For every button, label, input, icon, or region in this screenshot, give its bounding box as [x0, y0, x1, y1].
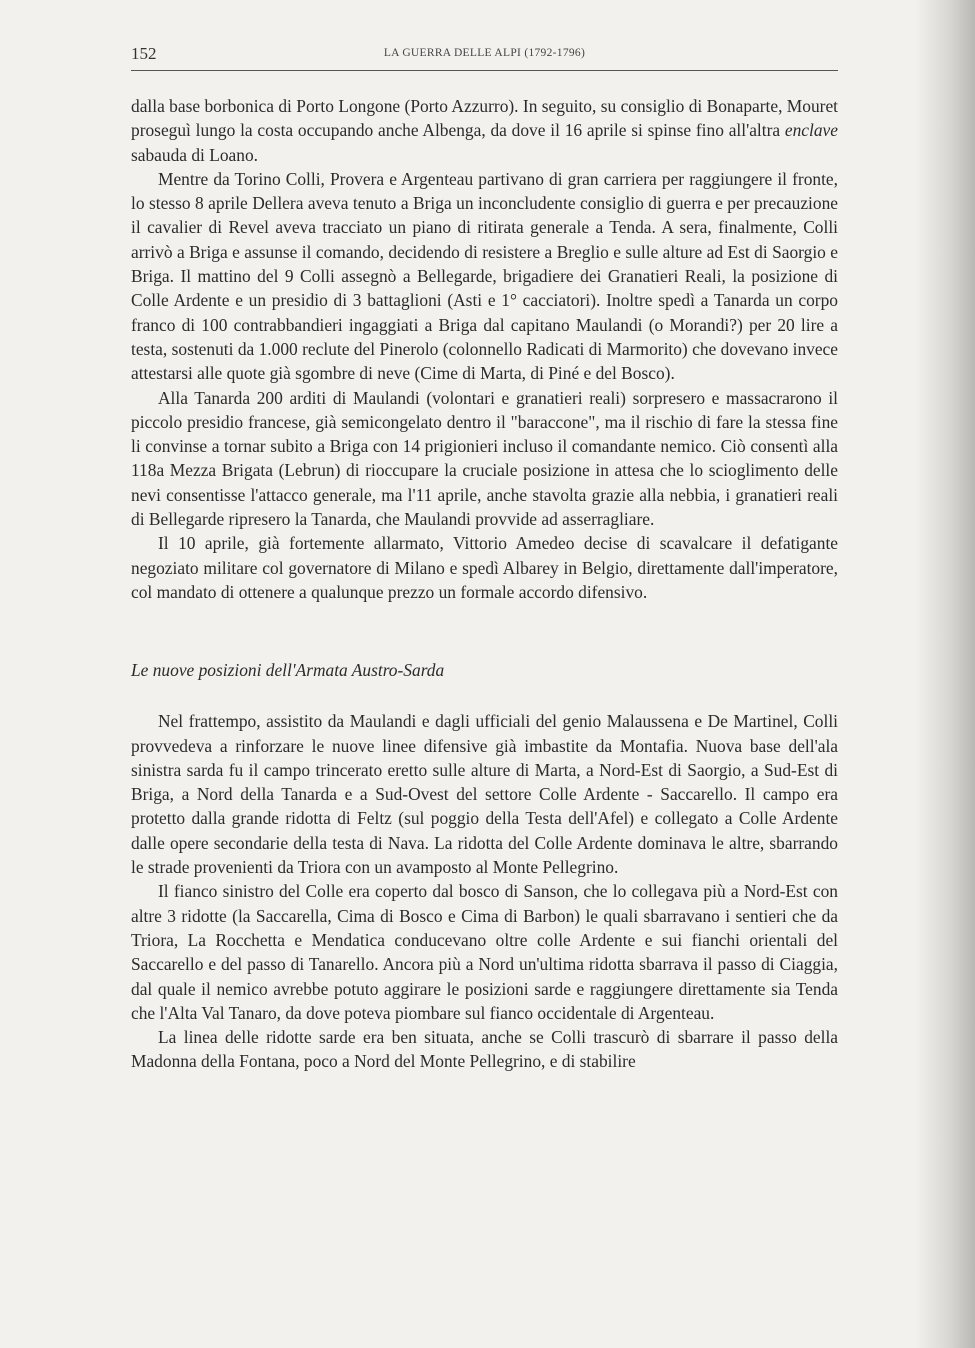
header-rule: [131, 70, 838, 71]
paragraph: Il fianco sinistro del Colle era coperto dal bosco di Sanson, che lo collegava più a Nord-Est con altre 3 ridotte (la Saccarella, Cima di Bosco e Cima di Barbon) le quali sbarravano i sentieri che da Triora, La Rocchetta e Mendatica conducevano oltre colle Ardente e sui fianchi orientali del Saccarello e del passo di Tanarello. Ancora più a Nord un'ultima ridotta sbarrava il passo di Ciaggia, dal quale il nemico avrebbe potuto aggirare le posizioni sarde e raggiungere direttamente sia Tenda che l'Alta Val Tanaro, da dove poteva piombare sul fianco occidentale di Argenteau.: [131, 881, 838, 1023]
running-title: LA GUERRA DELLE ALPI (1792-1796): [383, 47, 586, 59]
paragraph: Il 10 aprile, già fortemente allarmato, Vittorio Amedeo decise di scavalcare il defatigante negoziato militare col governatore di Milano e spedì Albarey in Belgio, direttamente dall'imperatore, col mandato di ottenere a qualunque prezzo un formale accordo difensivo.: [131, 533, 838, 602]
paragraph-text: dalla base borbonica di Porto Longone (Porto Azzurro). In seguito, su consiglio di Bonaparte, Mouret proseguì lungo la costa occupando anche Albenga, da dove il 16 aprile si spinse fino all'altra: [131, 96, 838, 141]
paragraph: [131, 94, 838, 167]
paragraph: Alla Tanarda 200 arditi di Maulandi (volontari e granatieri reali) sorpresero e massacrarono il piccolo presidio francese, già semicongelato dentro il "baraccone", ma il rischio di fare la stessa fine li convinse a tornar subito a Briga con 14 prigionieri incluso il comandante nemico. Ciò consentì alla 118a Mezza Brigata (Lebrun) di rioccupare la cruciale posizione in attesa che lo scioglimento delle nevi consentisse l'attacco generale, ma l'11 aprile, anche stavolta grazie alla nebbia, i granatieri reali di Bellegarde ripresero la Tanarda, che Maulandi provvide ad asserragliare.: [131, 387, 838, 530]
section-heading: Le nuove posizioni dell'Armata Austro-Sarda: [131, 660, 445, 681]
running-head: [131, 44, 838, 68]
paragraph: Nel frattempo, assistito da Maulandi e dagli ufficiali del genio Malaussena e De Martinel, Colli provvedeva a rinforzare le nuove linee difensive già imbastite da Montafia. Nuova base dell'ala sinistra sarda fu il campo trincerato eretto sulle alture di Marta, a Nord-Est di Saorgio, a Sud-Est di Briga, a Nord della Tanarda e a Sud-Ovest del settore Colle Ardente - Saccarello. Il campo era protetto dalla grande ridotta di Feltz (sul poggio della Testa dell'Afel) e collegato a Colle Ardente dalle opere secondarie della testa di Nava. La ridotta del Colle Ardente dominava le altre, sbarrando le strade provenienti da Triora con un avamposto al Monte Pellegrino.: [131, 711, 838, 878]
page-binding-shadow: [915, 0, 975, 1348]
page-number: 152: [131, 44, 157, 63]
body-text: [131, 94, 838, 1074]
paragraph: Mentre da Torino Colli, Provera e Argenteau partivano di gran carriera per raggiungere il fronte, lo stesso 8 aprile Dellera aveva tenuto a Briga un inconcludente consiglio di guerra e per precauzione il cavalier di Revel aveva tracciato un piano di ritirata generale a Tenda. A sera, finalmente, Colli arrivò a Briga e assunse il comando, decidendo di resistere a Breglio e sulle alture ad Est di Saorgio e Briga. Il mattino del 9 Colli assegnò a Bellegarde, brigadiere dei Granatieri Reali, la posizione di Colle Ardente e un presidio di 3 battaglioni (Asti e 1° cacciatori). Inoltre spedì a Tanarda un corpo franco di 100 contrabbandieri ingaggiati a Briga dal capitano Maulandi (o Morandi?) per 20 lire a testa, sostenuti da 1.000 reclute del Pinerolo (colonnello Radicati di Marmorito) che dovevano invece attestarsi alle quote già sgombre di neve (Cime di Marta, di Piné e del Bosco).: [131, 168, 838, 384]
paragraph-text: sabauda di Loano.: [131, 144, 259, 165]
paragraph: La linea delle ridotte sarde era ben situata, anche se Colli trascurò di sbarrare il passo della Madonna della Fontana, poco a Nord del Monte Pellegrino, e di stabilire: [131, 1027, 838, 1072]
emphasis-word: enclave: [784, 120, 838, 141]
